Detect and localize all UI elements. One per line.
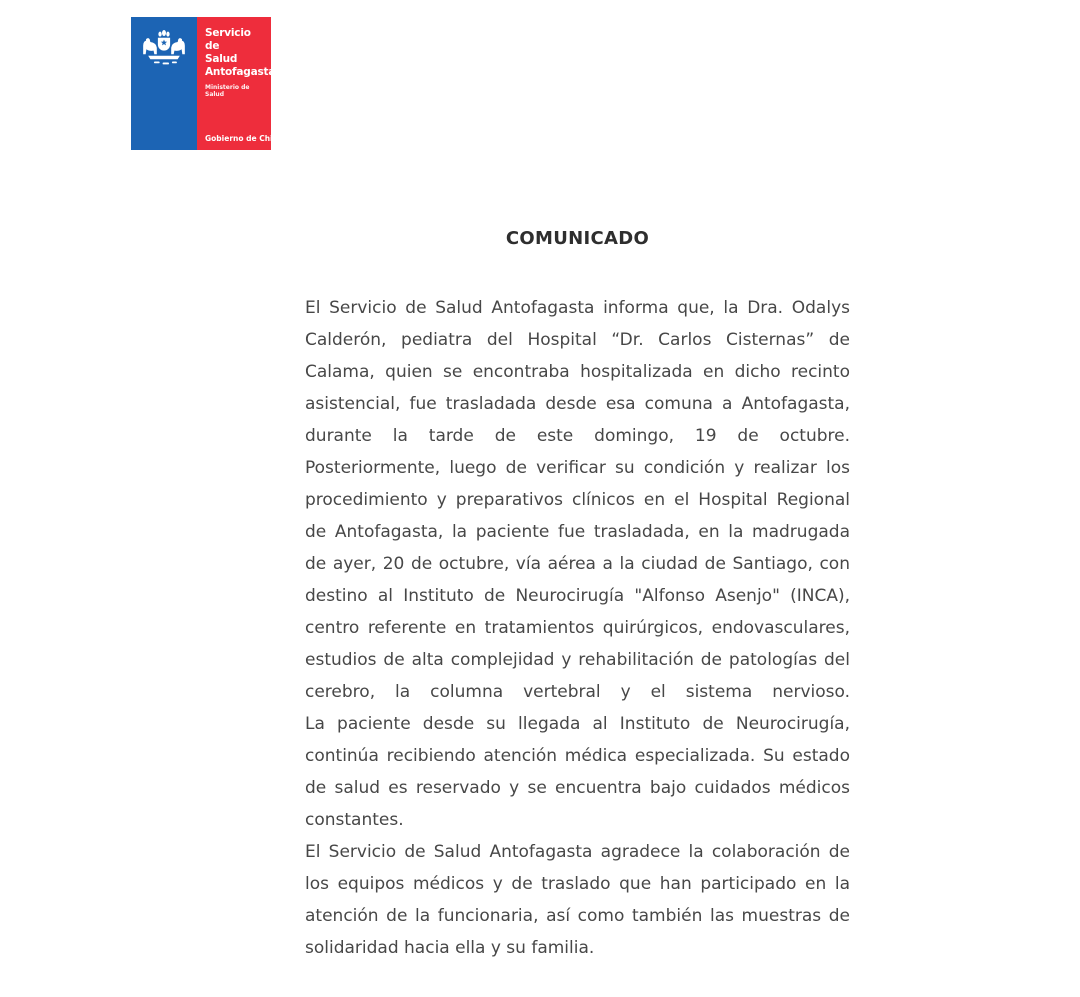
logo-org-line1: Servicio de [205, 27, 251, 52]
document-title: COMUNICADO [505, 228, 650, 249]
text-line: La paciente desde su llegada al Instituto de Neurocirugía, [305, 714, 850, 734]
chile-coat-of-arms-icon [141, 29, 187, 68]
text-line: de salud es reservado y se encuentra bajo cuidados médicos [305, 778, 850, 798]
text-line: asistencial, fue trasladada desde esa comuna a Antofagasta, [305, 394, 850, 414]
text-line: Calderón, pediatra del Hospital “Dr. Carlos Cisternas” de [305, 330, 850, 350]
text-line: Posteriormente, luego de verificar su condición y realizar los [305, 458, 850, 478]
text-line: de Antofagasta, la paciente fue trasladada, en la madrugada [305, 522, 850, 542]
text-line: El Servicio de Salud Antofagasta agradece la colaboración de [305, 842, 850, 862]
text-line: cerebro, la columna vertebral y el sistema nervioso. [305, 682, 850, 702]
text-line: destino al Instituto de Neurocirugía "Alfonso Asenjo" (INCA), [305, 586, 850, 606]
text-line: Calama, quien se encontraba hospitalizada en dicho recinto [305, 362, 850, 382]
logo-org-name [205, 27, 276, 79]
text-line: estudios de alta complejidad y rehabilitación de patologías del [305, 650, 850, 670]
logo-government-label: Gobierno de Chile [205, 134, 281, 143]
text-line: constantes. [305, 810, 404, 830]
logo-org-line2: Salud [205, 53, 238, 65]
text-line: procedimiento y preparativos clínicos en el Hospital Regional [305, 490, 850, 510]
document-content [305, 226, 850, 964]
text-line: continúa recibiendo atención médica especializada. Su estado [305, 746, 850, 766]
text-line: centro referente en tratamientos quirúrgicos, endovasculares, [305, 618, 850, 638]
logo-ministry-label: Ministerio de Salud [205, 84, 250, 98]
text-line: atención de la funcionaria, así como también las muestras de [305, 906, 850, 926]
document-body [305, 292, 850, 964]
logo-blue-panel [131, 17, 197, 150]
text-line: El Servicio de Salud Antofagasta informa que, la Dra. Odalys [305, 298, 850, 318]
logo [131, 17, 281, 150]
logo-red-panel [197, 17, 281, 150]
text-line: durante la tarde de este domingo, 19 de octubre. [305, 426, 850, 446]
logo-org-line3: Antofagasta [205, 66, 276, 78]
text-line: solidaridad hacia ella y su familia. [305, 938, 595, 958]
text-line: los equipos médicos y de traslado que han participado en la [305, 874, 850, 894]
text-line: de ayer, 20 de octubre, vía aérea a la ciudad de Santiago, con [305, 554, 850, 574]
